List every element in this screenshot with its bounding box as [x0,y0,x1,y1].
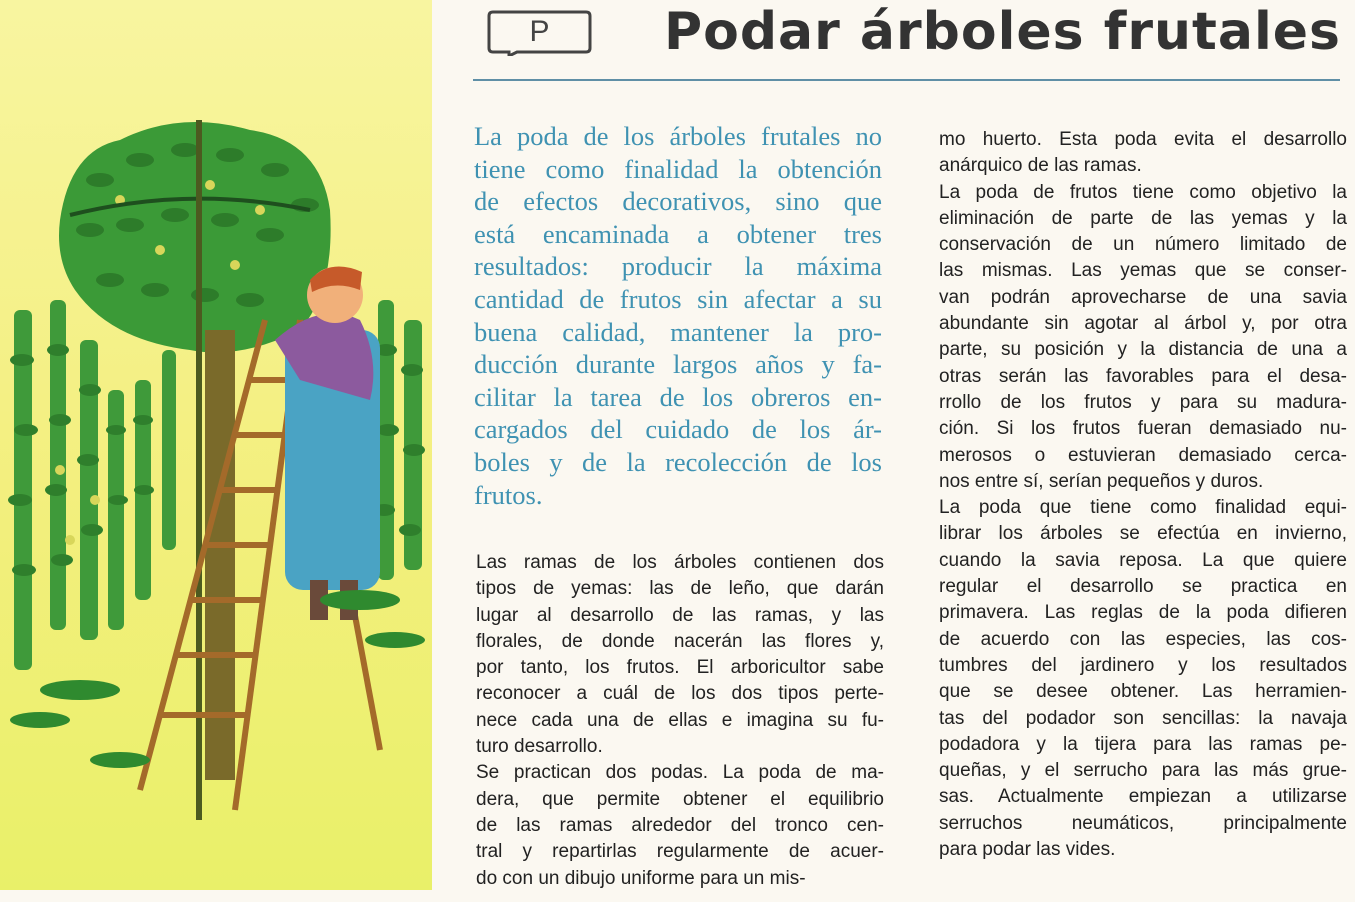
text-line: cilitar la tarea de los obreros en- [474,381,882,412]
text-line: do con un dibujo uniforme para un mis- [476,867,806,889]
text-line: abundante sin agotar al árbol y, por otra [939,313,1347,335]
text-line: ducción durante largos años y fa- [474,349,882,380]
body-column-right [939,127,1347,863]
text-line: boles y de la recolección de los [474,446,882,477]
intro-paragraph [474,120,882,511]
text-line: de las ramas alrededor del tronco cen- [476,814,884,836]
text-line: eliminación de parte de las yemas y la [939,207,1347,229]
text-line: cuando la savia reposa. La que quiere [939,549,1347,571]
text-line: lugar al desarrollo de las ramas, y las [476,604,884,626]
text-line: tumbres del jardinero y los resultados [939,654,1347,676]
text-line: regular el desarrollo se practica en [939,576,1347,598]
text-line: La poda de frutos tiene como objetivo la [939,181,1347,203]
text-line: que se desee obtener. Las herramien- [939,681,1347,703]
text-line: cargados del cuidado de los ár- [474,414,882,445]
text-line: serruchos neumáticos, principalmente [939,812,1347,834]
text-line: las mismas. Las yemas que se conser- [939,260,1347,282]
text-line: Las ramas de los árboles contienen dos [476,552,884,573]
text-line: tiene como finalidad la obtención [474,153,882,184]
text-line: parte, su posición y la distancia de una a [939,339,1347,361]
text-line: resultados: producir la máxima [474,251,882,282]
page-title: Podar árboles frutales [663,2,1341,62]
text-line: dera, que permite obtener el equilibrio [476,788,884,810]
text-line: anárquico de las ramas. [939,155,1142,177]
text-line: mo huerto. Esta poda evita el desarrollo [939,129,1347,150]
text-line: conservación de un número limitado de [939,234,1347,256]
text-line: frutos. [474,479,543,510]
text-line: queñas, y el serrucho para las más grue- [939,760,1347,782]
text-line: nos entre sí, serían pequeños y duros. [939,470,1264,492]
text-line: para podar las vides. [939,839,1116,861]
badge-letter: P [529,15,550,48]
text-line: librar los árboles se efectúa en invierno, [939,523,1347,545]
text-line: está encaminada a obtener tres [474,218,882,249]
text-line: merosos o estuvieran demasiado cerca- [939,444,1347,466]
text-line: tas del podador son sencillas: la navaja [939,707,1347,729]
text-line: de efectos decorativos, sino que [474,186,882,217]
text-line: van podrán aprovecharse de una savia [939,286,1347,308]
text-line: nece cada una de ellas e imagina su fu- [476,709,884,731]
text-line: tral y repartirlas regularmente de acuer- [476,841,884,863]
title-rule [473,79,1340,81]
text-line: florales, de donde nacerán las flores y, [476,630,884,652]
pruning-illustration [0,0,432,890]
text-line: La poda de los árboles frutales no [474,121,882,151]
text-line: turo desarrollo. [476,736,603,758]
body-column-left [476,550,884,892]
text-line: por tanto, los frutos. El arboricultor sabe [476,657,884,679]
text-line: podadora y la tijera para las ramas pe- [939,733,1347,755]
text-line: reconocer a cuál de los dos tipos perte- [476,683,884,705]
text-line: ción. Si los frutos fueran demasiado nu- [939,418,1347,440]
text-line: de acuerdo con las especies, las cos- [939,628,1347,650]
text-line: otras serán las favorables para el desa- [939,365,1347,387]
text-line: La poda que tiene como finalidad equi- [939,497,1347,519]
text-line: buena calidad, mantener la pro- [474,316,882,347]
text-line: primavera. Las reglas de la poda difieren [939,602,1347,624]
text-line: Se practican dos podas. La poda de ma- [476,762,884,784]
text-line: tipos de yemas: las de leño, que darán [476,578,884,600]
text-line: sas. Actualmente empiezan a utilizarse [939,786,1347,808]
text-line: rrollo de los frutos y para su madura- [939,391,1347,413]
text-line: cantidad de frutos sin afectar a su [474,283,882,314]
